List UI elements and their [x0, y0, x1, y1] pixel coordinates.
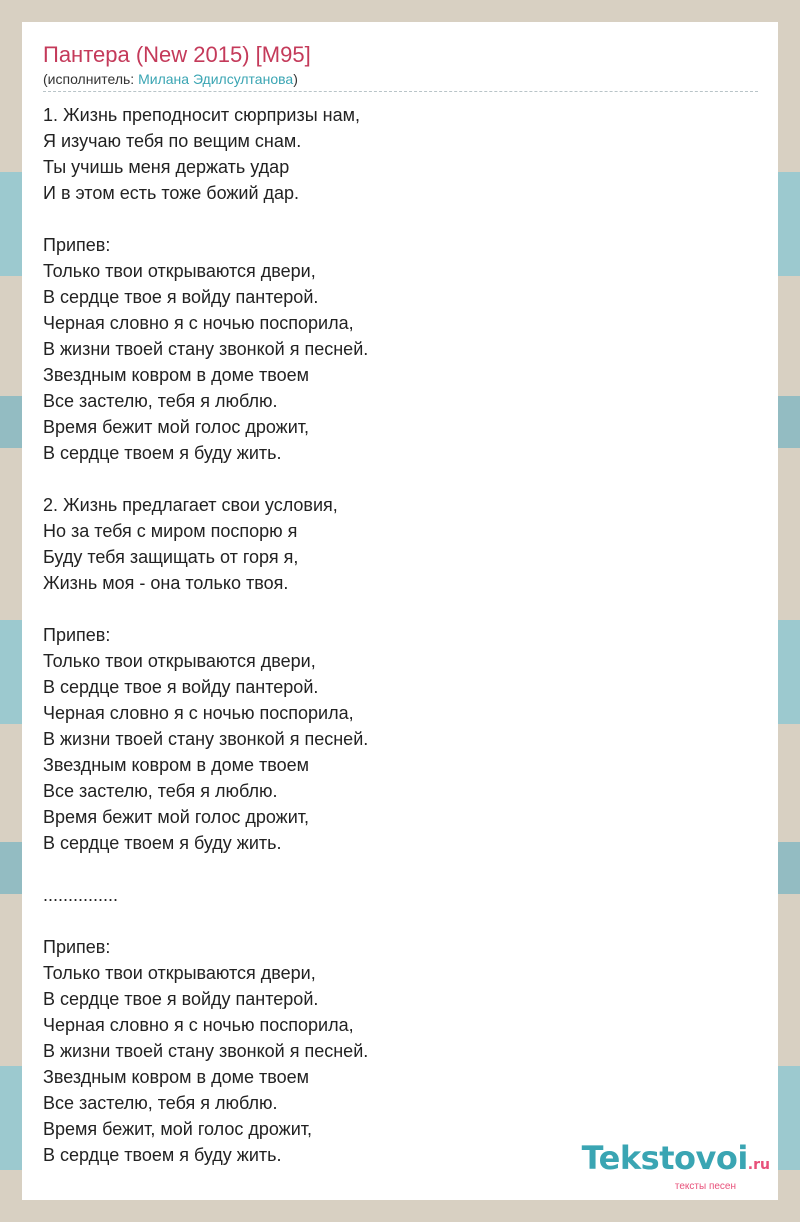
lyric-line: Время бежит, мой голос дрожит,	[43, 1119, 313, 1139]
lyric-line: Черная словно я с ночью поспорила,	[43, 1015, 354, 1035]
lyric-line: Черная словно я с ночью поспорила,	[43, 703, 354, 723]
logo-tagline: тексты песен	[674, 1181, 736, 1192]
lyric-line: Время бежит мой голос дрожит,	[43, 417, 310, 437]
lyric-line: Припев:	[43, 625, 111, 645]
lyrics-card	[22, 22, 778, 1200]
lyric-line: Я изучаю тебя по вещим снам.	[43, 131, 302, 151]
lyric-line: Звездным ковром в доме твоем	[43, 1067, 309, 1087]
lyric-line: Все застелю, тебя я люблю.	[43, 1093, 278, 1113]
lyric-line: В сердце твое я войду пантерой.	[43, 287, 319, 307]
lyric-line	[43, 596, 758, 622]
song-title: Пантера (New 2015) [M95]	[43, 42, 311, 67]
lyric-line: Все застелю, тебя я люблю.	[43, 781, 278, 801]
lyric-line: В сердце твоем я буду жить.	[43, 443, 282, 463]
lyric-line: 2. Жизнь предлагает свои условия,	[43, 495, 338, 515]
lyric-line: В жизни твоей стану звонкой я песней.	[43, 729, 369, 749]
logo-tld: .ru	[747, 1157, 770, 1173]
lyric-line: Только твои открываются двери,	[43, 963, 316, 983]
performer-link[interactable]: Милана Эдилсултанова	[138, 71, 294, 87]
performer-prefix: (исполнитель:	[43, 71, 139, 87]
lyric-line: ...............	[43, 885, 119, 905]
lyric-line: Звездным ковром в доме твоем	[43, 365, 309, 385]
lyric-line: Припев:	[43, 937, 111, 957]
site-logo[interactable]	[582, 1141, 770, 1192]
lyric-line: Буду тебя защищать от горя я,	[43, 547, 299, 567]
lyric-line: Жизнь моя - она только твоя.	[43, 573, 289, 593]
performer-suffix: )	[293, 71, 298, 87]
lyric-line: Черная словно я с ночью поспорила,	[43, 313, 354, 333]
lyric-line: Припев:	[43, 235, 111, 255]
lyric-line	[43, 206, 758, 232]
lyric-line: В жизни твоей стану звонкой я песней.	[43, 339, 369, 359]
lyric-line: В сердце твое я войду пантерой.	[43, 677, 319, 697]
lyric-line: Время бежит мой голос дрожит,	[43, 807, 310, 827]
lyric-line: В жизни твоей стану звонкой я песней.	[43, 1041, 369, 1061]
lyric-line: Ты учишь меня держать удар	[43, 157, 290, 177]
lyric-line: В сердце твое я войду пантерой.	[43, 989, 319, 1009]
lyric-line: В сердце твоем я буду жить.	[43, 833, 282, 853]
lyric-line: Все застелю, тебя я люблю.	[43, 391, 278, 411]
lyric-line: Только твои открываются двери,	[43, 651, 316, 671]
performer-line	[43, 70, 758, 92]
lyric-line: Звездным ковром в доме твоем	[43, 755, 309, 775]
lyric-line	[43, 856, 758, 882]
lyric-line	[43, 908, 758, 934]
logo-name: Tekstovoi	[581, 1139, 748, 1177]
lyric-line	[43, 466, 758, 492]
lyric-line: Только твои открываются двери,	[43, 261, 316, 281]
lyric-line: 1. Жизнь преподносит сюрпризы нам,	[43, 105, 360, 125]
lyric-line: В сердце твоем я буду жить.	[43, 1145, 282, 1165]
logo-wordmark	[582, 1141, 770, 1182]
lyric-line: И в этом есть тоже божий дар.	[43, 183, 300, 203]
lyric-line: Но за тебя с миром поспорю я	[43, 521, 298, 541]
lyrics-text	[43, 102, 758, 1168]
